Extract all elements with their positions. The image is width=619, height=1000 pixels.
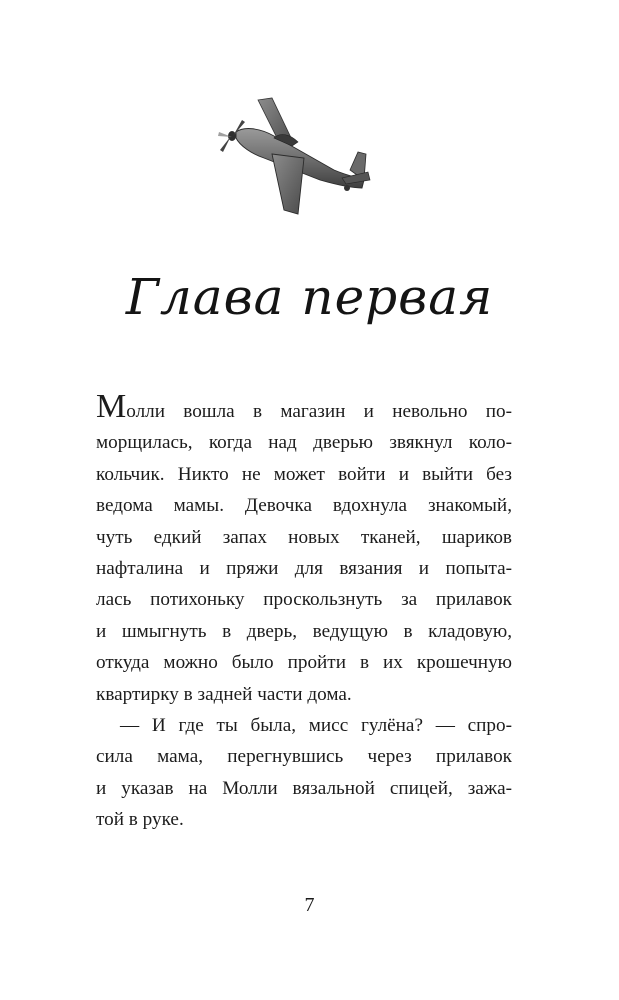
text-line: той в руке. <box>96 809 184 831</box>
chapter-title: Глава первая <box>125 268 494 326</box>
text-line: и указав на Молли вязальной спицей, зажа- <box>96 777 512 799</box>
page-number: 7 <box>304 894 315 916</box>
airplane-icon <box>214 92 374 217</box>
text-line: квартирку в задней части дома. <box>96 683 352 705</box>
text-line: чуть едкий запах новых тканей, шариков <box>96 526 512 548</box>
text-line: нафталина и пряжи для вязания и попыта- <box>96 557 512 579</box>
text-line: кольчик. Никто не может войти и выйти без <box>96 463 512 485</box>
text-line: ведома мамы. Девочка вдохнула знакомый, <box>96 495 512 517</box>
text-line: и шмыгнуть в дверь, ведущую в кладовую, <box>96 620 512 642</box>
text-line: лась потихоньку проскользнуть за прилавок <box>96 589 512 611</box>
text-line: морщилась, когда над дверью звякнул коло- <box>96 432 512 454</box>
text-line: — И где ты была, мисс гулёна? — спро- <box>120 714 512 736</box>
text-line: Молли вошла в магазин и невольно по- <box>96 388 512 425</box>
drop-cap: М <box>96 388 127 425</box>
chapter-text <box>96 388 512 835</box>
text-line: откуда можно было пройти в их крошечную <box>96 652 512 674</box>
text-line: сила мама, перегнувшись через прилавок <box>96 746 512 768</box>
